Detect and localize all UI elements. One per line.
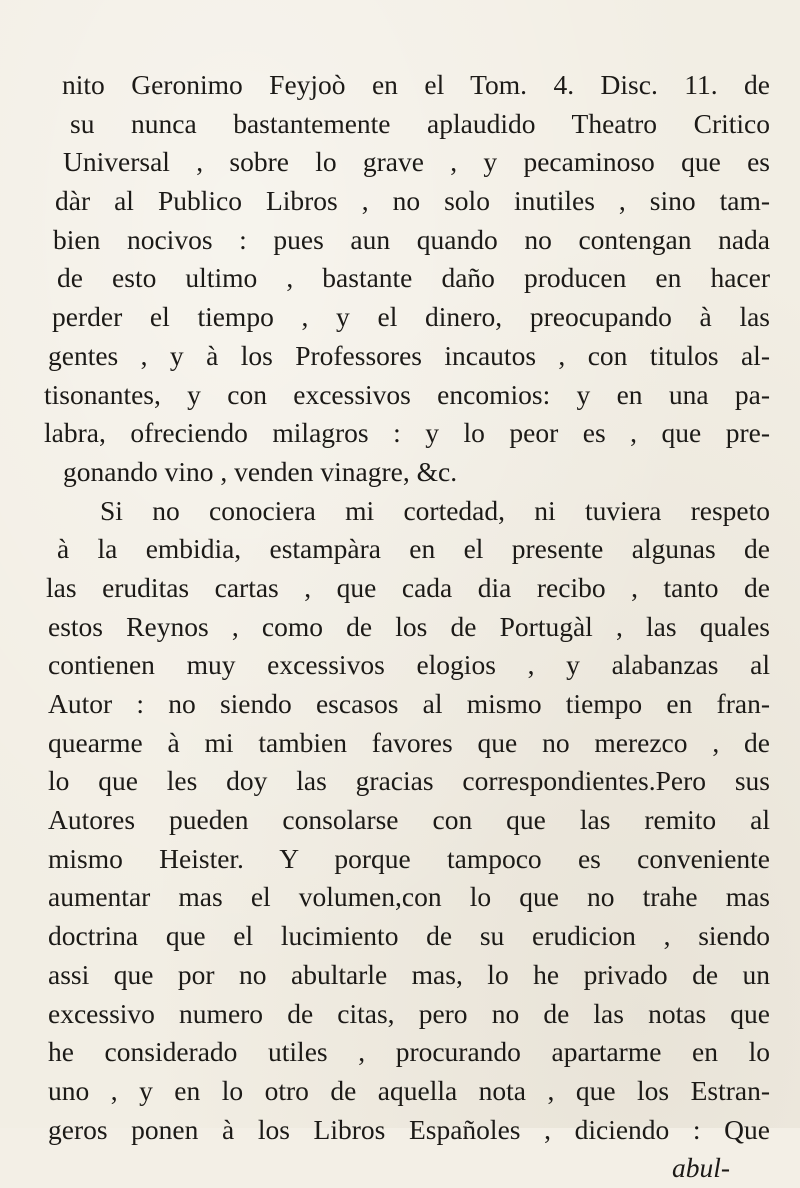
text-line: Autores pueden consolarse con que las remito al xyxy=(48,804,770,836)
text-line: Autor : no siendo escasos al mismo tiempo en fran- xyxy=(48,688,770,719)
text-line: bien nocivos : pues aun quando no contengan nada xyxy=(53,223,770,255)
text-line: lo que les doy las gracias correspondientes.Pero sus xyxy=(48,765,770,797)
page-text xyxy=(40,66,770,1188)
text-line: he considerado utiles , procurando apartarme en lo xyxy=(48,1036,770,1068)
text-line: contienen muy excessivos elogios , y alabanzas al xyxy=(48,649,770,681)
text-line: aumentar mas el volumen,con lo que no trahe mas xyxy=(48,881,770,913)
text-line: las eruditas cartas , que cada dia recibo , tanto de xyxy=(46,571,770,603)
text-line: nito Geronimo Feyjoò en el Tom. 4. Disc. 11. de xyxy=(62,69,770,100)
paragraph-start-line: Si no conociera mi cortedad, ni tuviera respeto xyxy=(100,494,770,526)
text-line: quearme à mi tambien favores que no merezco , de xyxy=(48,726,770,758)
text-line: Universal , sobre lo grave , y pecaminoso que es xyxy=(63,146,770,178)
text-line: de esto ultimo , bastante daño producen en hacer xyxy=(57,262,770,294)
text-line: labra, ofreciendo milagros : y lo peor es , que pre- xyxy=(44,417,770,449)
text-line: geros ponen à los Libros Españoles , diciendo : Que xyxy=(48,1113,770,1145)
text-line: gonando vino , venden vinagre, &c. xyxy=(63,455,458,487)
text-line: gentes , y à los Professores incautos , con titulos al- xyxy=(48,339,770,371)
text-line: uno , y en lo otro de aquella nota , que los Estran- xyxy=(48,1074,770,1106)
text-line: tisonantes, y con excessivos encomios: y en una pa- xyxy=(44,378,770,410)
text-line: excessivo numero de citas, pero no de las notas que xyxy=(48,997,770,1029)
text-line: mismo Heister. Y porque tampoco es conveniente xyxy=(48,842,770,874)
text-line: à la embidia, estampàra en el presente algunas de xyxy=(57,533,770,565)
text-line: su nunca bastantemente aplaudido Theatro Critico xyxy=(70,107,770,139)
text-line: estos Reynos , como de los de Portugàl , las quales xyxy=(48,610,770,642)
text-line: dàr al Publico Libros , no solo inutiles , sino tam- xyxy=(55,185,770,217)
catchword: abul- xyxy=(671,1152,730,1184)
text-line: doctrina que el lucimiento de su erudicion , siendo xyxy=(48,920,770,952)
text-line: perder el tiempo , y el dinero, preocupando à las xyxy=(52,301,770,333)
text-line: assi que por no abultarle mas, lo he privado de un xyxy=(48,958,770,990)
